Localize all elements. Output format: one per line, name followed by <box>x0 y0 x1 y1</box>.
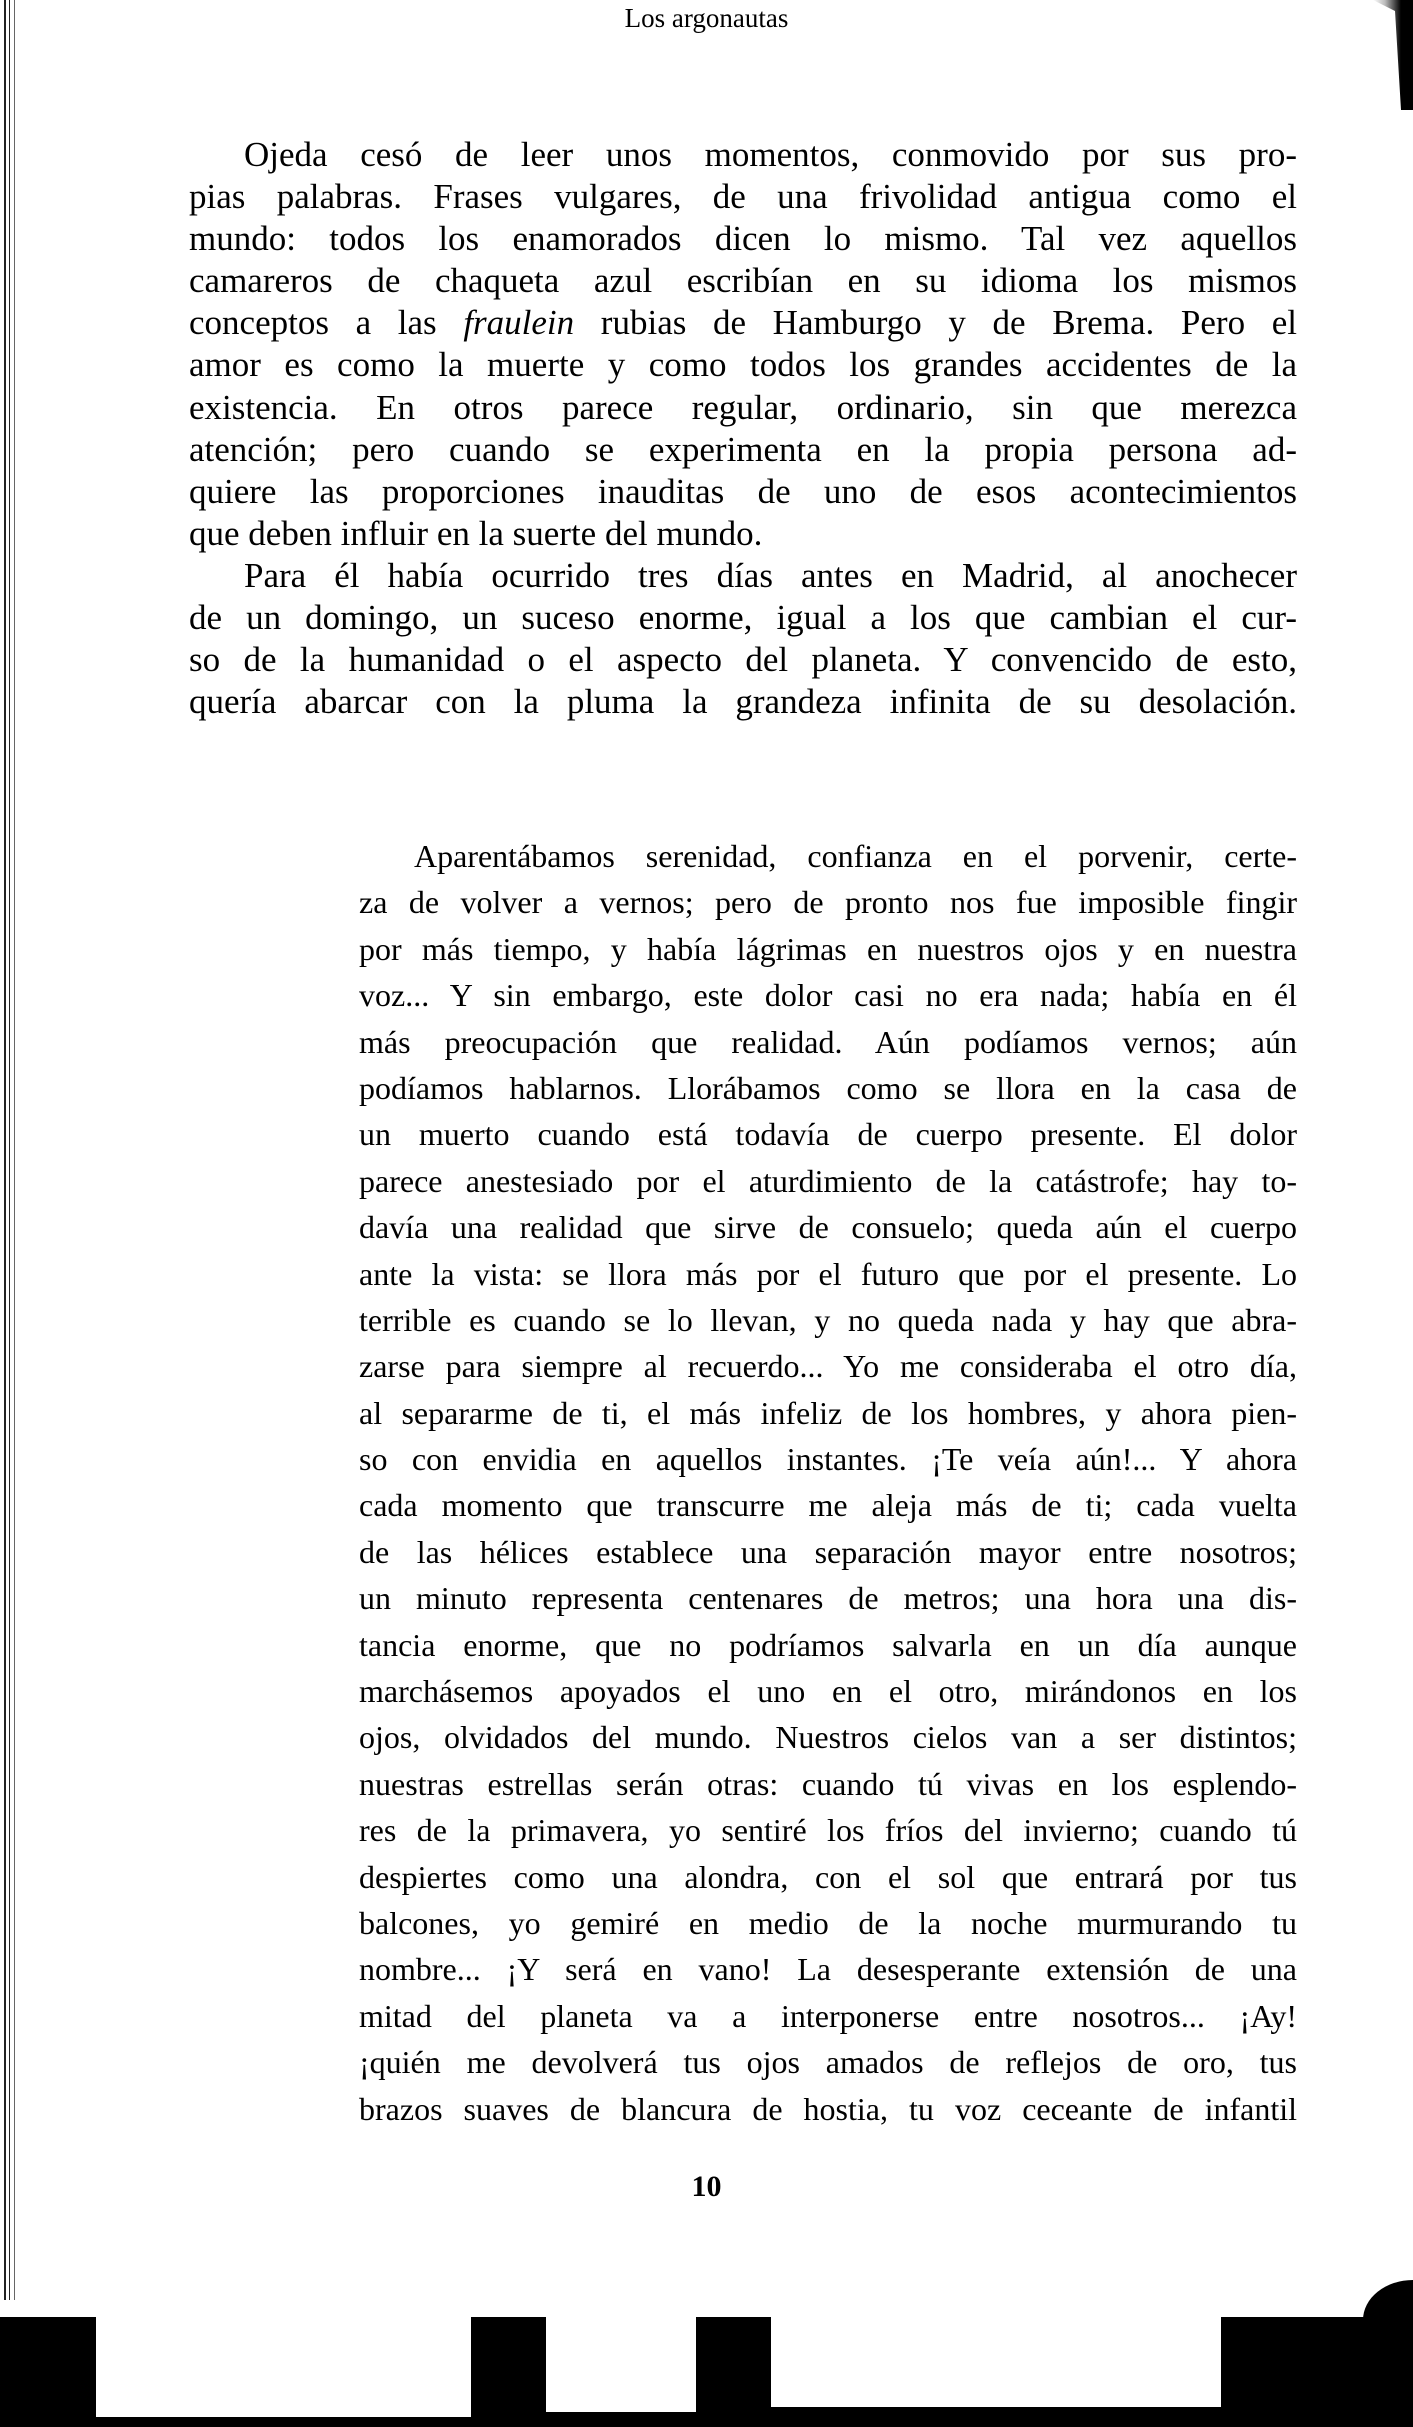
text-line: que deben influir en la suerte del mundo. <box>189 513 763 553</box>
italic-word: fraulein <box>463 303 575 343</box>
text-line: amor es como la muerte y como todos los grandes accidentes de la <box>189 345 1297 385</box>
body-text <box>189 134 1297 723</box>
text-line: al separarme de ti, el más infeliz de los hombres, y ahora pien- <box>359 1394 1297 1431</box>
text-line: ojos, olvidados del mundo. Nuestros cielos van a ser distintos; <box>359 1719 1297 1756</box>
text-line: mitad del planeta va a interponerse entre nosotros... ¡Ay! <box>359 1997 1297 2034</box>
text-line: quiere las proporciones inauditas de uno de esos acontecimientos <box>189 471 1297 511</box>
text-line: pias palabras. Frases vulgares, de una frivolidad antigua como el <box>189 177 1297 217</box>
page-number: 10 <box>691 2170 722 2203</box>
scan-artifact <box>771 2317 1221 2407</box>
letter-quote <box>359 833 1297 2132</box>
text-line: res de la primavera, yo sentiré los fríos del invierno; cuando tú <box>359 1812 1297 1849</box>
text-line: so de la humanidad o el aspecto del planeta. Y convencido de esto, <box>189 640 1297 680</box>
text-line: voz... Y sin embargo, este dolor casi no era nada; había en él <box>359 977 1297 1014</box>
scan-edge-line <box>9 0 10 2300</box>
text-line: más preocupación que realidad. Aún podíamos vernos; aún <box>359 1023 1297 1060</box>
text-line: Aparentábamos serenidad, confianza en el porvenir, certe- <box>414 838 1297 874</box>
text-line: terrible es cuando se lo llevan, y no queda nada y hay que abra- <box>359 1301 1297 1338</box>
scan-page-curl <box>1363 2280 1413 2340</box>
scan-edge-line <box>14 0 15 2300</box>
text-line: zarse para siempre al recuerdo... Yo me consideraba el otro día, <box>359 1348 1297 1385</box>
text-line: davía una realidad que sirve de consuelo; queda aún el cuerpo <box>359 1209 1297 1246</box>
scan-edge-line <box>4 0 6 2300</box>
text-line: balcones, yo gemiré en medio de la noche murmurando tu <box>359 1904 1297 1941</box>
scan-artifact <box>546 2317 696 2412</box>
text-line: un muerto cuando está todavía de cuerpo presente. El dolor <box>359 1116 1297 1153</box>
text-line: parece anestesiado por el aturdimiento de la catástrofe; hay to- <box>359 1162 1297 1199</box>
text-line: atención; pero cuando se experimenta en la propia persona ad- <box>189 429 1297 469</box>
text-line: de un domingo, un suceso enorme, igual a los que cambian el cur- <box>189 598 1297 638</box>
text-line: cada momento que transcurre me aleja más de ti; cada vuelta <box>359 1487 1297 1524</box>
scan-artifact <box>96 2317 471 2417</box>
text-line: so con envidia en aquellos instantes. ¡Te veía aún!... Y ahora <box>359 1441 1297 1478</box>
text-line: Para él había ocurrido tres días antes en Madrid, al anochecer <box>244 555 1297 595</box>
text-line: marchásemos apoyados el uno en el otro, mirándonos en los <box>359 1673 1297 1710</box>
text-line: quería abarcar con la pluma la grandeza infinita de su desolación. <box>189 682 1297 722</box>
text-line: tancia enorme, que no podríamos salvarla en un día aunque <box>359 1626 1297 1663</box>
text-line: de las hélices establece una separación mayor entre nosotros; <box>359 1533 1297 1570</box>
text-line: existencia. En otros parece regular, ordinario, sin que merezca <box>189 387 1297 427</box>
text-line: Ojeda cesó de leer unos momentos, conmovido por sus pro- <box>244 135 1297 174</box>
text-line: mundo: todos los enamorados dicen lo mismo. Tal vez aquellos <box>189 219 1297 259</box>
text-line: podíamos hablarnos. Llorábamos como se llora en la casa de <box>359 1069 1297 1106</box>
text-line: nombre... ¡Y será en vano! La desesperante extensión de una <box>359 1951 1297 1988</box>
text-line: za de volver a vernos; pero de pronto nos fue imposible fingir <box>359 884 1297 921</box>
text-line: despiertes como una alondra, con el sol que entrará por tus <box>359 1858 1297 1895</box>
text-line: por más tiempo, y había lágrimas en nuestros ojos y en nuestra <box>359 930 1297 967</box>
text-line: ante la vista: se llora más por el futuro que por el presente. Lo <box>359 1255 1297 1292</box>
running-title: Los argonautas <box>624 3 789 33</box>
text-line: camareros de chaqueta azul escribían en su idioma los mismos <box>189 261 1297 301</box>
text-line: conceptos a las fraulein rubias de Hamburgo y de Brema. Pero el <box>189 303 1297 343</box>
text-line: nuestras estrellas serán otras: cuando tú vivas en los esplendo- <box>359 1765 1297 1802</box>
text-line: un minuto representa centenares de metros; una hora una dis- <box>359 1580 1297 1617</box>
text-line: brazos suaves de blancura de hostia, tu voz ceceante de infantil <box>359 2090 1297 2127</box>
text-line: ¡quién me devolverá tus ojos amados de reflejos de oro, tus <box>359 2044 1297 2081</box>
